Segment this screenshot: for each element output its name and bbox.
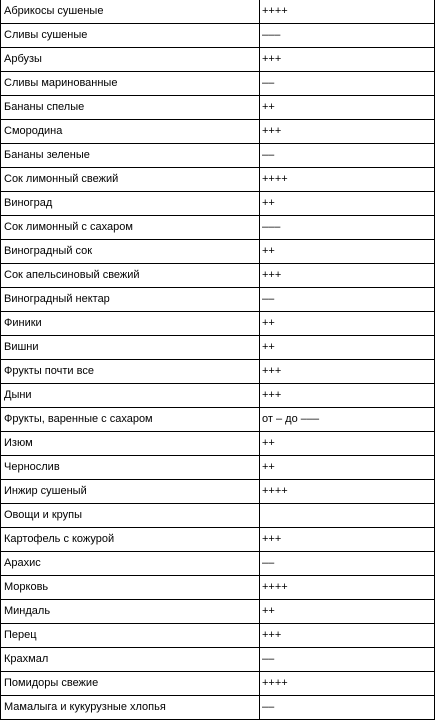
table-row [1, 72, 435, 96]
product-value: –– [260, 144, 435, 168]
product-value: –– [260, 552, 435, 576]
table-row [1, 264, 435, 288]
product-name: Бананы зеленые [1, 144, 260, 168]
product-name: Фрукты, варенные с сахаром [1, 408, 260, 432]
product-value: ++ [260, 240, 435, 264]
product-value: ++ [260, 336, 435, 360]
table-row [1, 432, 435, 456]
product-value: ++ [260, 600, 435, 624]
product-value: +++ [260, 48, 435, 72]
product-name: Помидоры свежие [1, 672, 260, 696]
product-name: Изюм [1, 432, 260, 456]
product-name: Смородина [1, 120, 260, 144]
product-value: ––– [260, 24, 435, 48]
table-row [1, 672, 435, 696]
product-name: Крахмал [1, 648, 260, 672]
product-value: –– [260, 288, 435, 312]
table-row [1, 96, 435, 120]
table-row [1, 120, 435, 144]
product-value: ++++ [260, 168, 435, 192]
product-name: Чернослив [1, 456, 260, 480]
product-name: Перец [1, 624, 260, 648]
product-name: Виноградный нектар [1, 288, 260, 312]
product-name: Инжир сушеный [1, 480, 260, 504]
product-name: Сок апельсиновый свежий [1, 264, 260, 288]
product-name: Сок лимонный с сахаром [1, 216, 260, 240]
table-row [1, 528, 435, 552]
product-name: Сливы сушеные [1, 24, 260, 48]
product-value: –– [260, 72, 435, 96]
table-row [1, 336, 435, 360]
product-name: Арбузы [1, 48, 260, 72]
table-row [1, 312, 435, 336]
product-name: Мамалыга и кукурузные хлопья [1, 696, 260, 720]
table-row [1, 600, 435, 624]
product-name: Сок лимонный свежий [1, 168, 260, 192]
product-name: Арахис [1, 552, 260, 576]
product-value: +++ [260, 264, 435, 288]
product-name: Картофель с кожурой [1, 528, 260, 552]
table-row [1, 552, 435, 576]
product-value: +++ [260, 384, 435, 408]
product-value [260, 504, 435, 528]
table-row [1, 384, 435, 408]
table-row [1, 624, 435, 648]
product-value: +++ [260, 624, 435, 648]
table-row [1, 480, 435, 504]
table-row [1, 48, 435, 72]
product-value: ++ [260, 192, 435, 216]
product-value: ++++ [260, 480, 435, 504]
product-value: –– [260, 696, 435, 720]
table-row [1, 360, 435, 384]
table-row [1, 648, 435, 672]
product-value: +++ [260, 360, 435, 384]
product-name: Миндаль [1, 600, 260, 624]
table-row [1, 0, 435, 24]
product-value: ++ [260, 432, 435, 456]
product-value: ++++ [260, 576, 435, 600]
product-name: Фрукты почти все [1, 360, 260, 384]
table-row [1, 192, 435, 216]
product-name: Морковь [1, 576, 260, 600]
product-value: +++ [260, 120, 435, 144]
product-value: –– [260, 648, 435, 672]
product-name: Абрикосы сушеные [1, 0, 260, 24]
product-name: Овощи и крупы [1, 504, 260, 528]
table-row [1, 456, 435, 480]
table-row [1, 144, 435, 168]
product-name: Вишни [1, 336, 260, 360]
product-value: ++++ [260, 672, 435, 696]
product-table-body [1, 0, 435, 720]
table-row [1, 168, 435, 192]
table-row [1, 216, 435, 240]
product-value: ++++ [260, 0, 435, 24]
product-value: +++ [260, 528, 435, 552]
product-value: ++ [260, 456, 435, 480]
product-name: Сливы маринованные [1, 72, 260, 96]
table-row [1, 504, 435, 528]
table-row [1, 288, 435, 312]
table-row [1, 576, 435, 600]
product-value: ++ [260, 96, 435, 120]
table-row [1, 24, 435, 48]
table-row [1, 696, 435, 720]
product-name: Финики [1, 312, 260, 336]
table-row [1, 240, 435, 264]
product-name: Бананы спелые [1, 96, 260, 120]
product-name: Виноградный сок [1, 240, 260, 264]
product-name: Дыни [1, 384, 260, 408]
table-row [1, 408, 435, 432]
product-value: от – до ––– [260, 408, 435, 432]
product-value: ––– [260, 216, 435, 240]
product-value: ++ [260, 312, 435, 336]
product-name: Виноград [1, 192, 260, 216]
